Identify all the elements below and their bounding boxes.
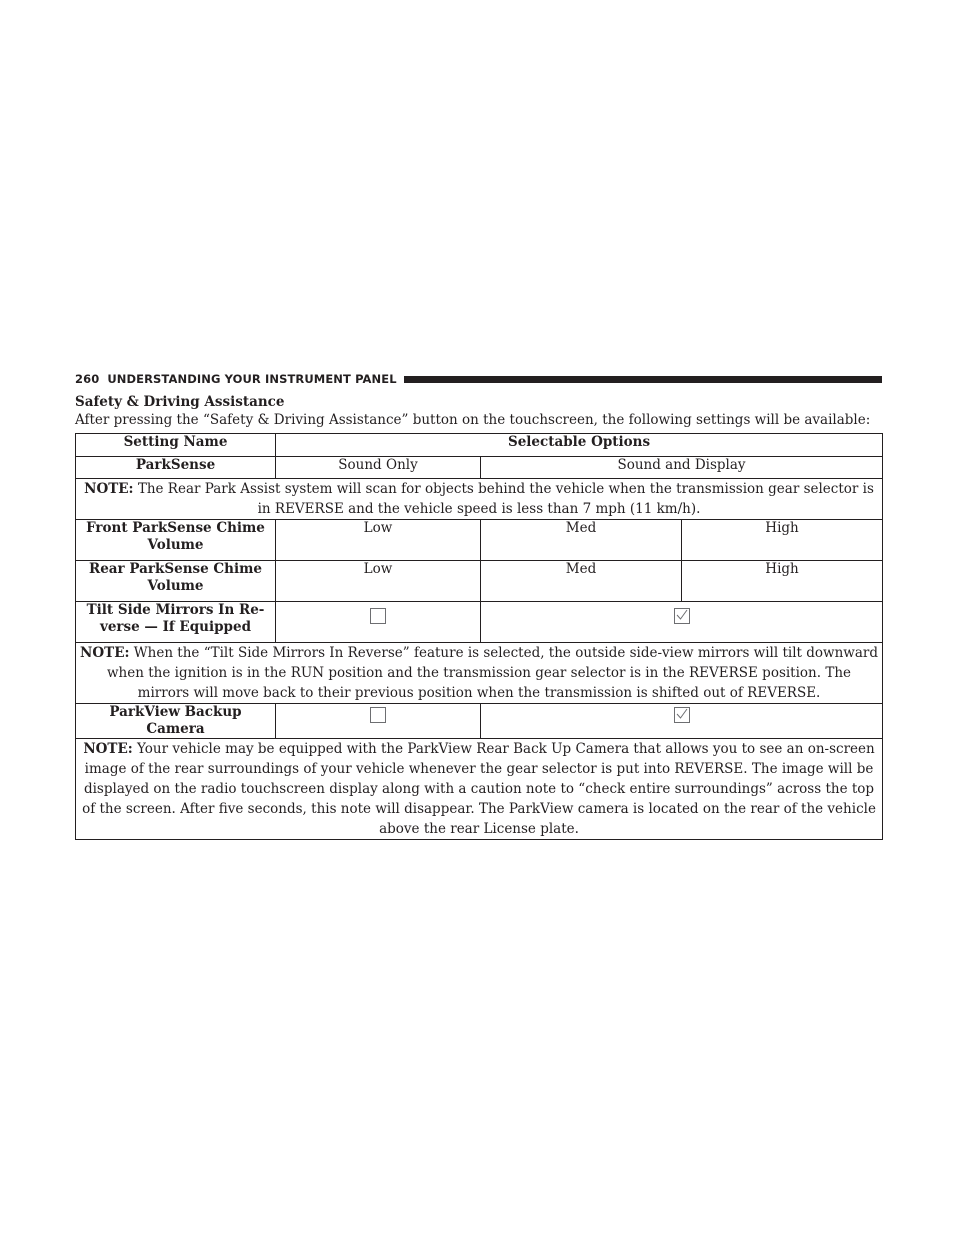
page-header (75, 372, 882, 386)
option-on (481, 704, 883, 739)
header-setting-name: Setting Name (76, 434, 276, 457)
checkbox-empty-icon (370, 707, 386, 723)
option-high: High (682, 520, 883, 561)
option-sound-and-display: Sound and Display (481, 457, 883, 479)
note-label: NOTE: (83, 741, 133, 757)
table-row-note (76, 479, 883, 520)
table-row-tilt-mirrors (76, 602, 883, 643)
note-tilt-mirrors (76, 643, 883, 704)
note-parksense (76, 479, 883, 520)
setting-name: Front ParkSense Chime Volume (76, 520, 276, 561)
intro-text: After pressing the “Safety & Driving Assistance” button on the touchscreen, the following settings will be available: (75, 412, 871, 428)
setting-name: Rear ParkSense Chime Volume (76, 561, 276, 602)
table-row-parksense (76, 457, 883, 479)
setting-name: ParkSense (76, 457, 276, 479)
table-row-backup-camera (76, 704, 883, 739)
checkbox-empty-icon (370, 608, 386, 624)
table-header-row (76, 434, 883, 457)
chapter-title: UNDERSTANDING YOUR INSTRUMENT PANEL (107, 372, 397, 386)
option-high: High (682, 561, 883, 602)
checkbox-checked-icon (674, 608, 690, 624)
settings-table (75, 433, 883, 840)
option-med: Med (481, 561, 682, 602)
note-label: NOTE: (84, 481, 134, 497)
header-rule (404, 376, 882, 383)
setting-name (76, 602, 276, 643)
section-title: Safety & Driving Assistance (75, 394, 285, 410)
note-text: The Rear Park Assist system will scan for objects behind the vehicle when the transmission gear selector is in REVERSE and the vehicle speed is less than 7 mph (11 km/h). (137, 481, 874, 517)
note-label: NOTE: (80, 645, 130, 661)
table-row-note (76, 739, 883, 840)
option-low: Low (276, 520, 481, 561)
note-text: Your vehicle may be equipped with the ParkView Rear Back Up Camera that allows you to see an on-screen image of the rear surroundings of your vehicle whenever the gear selector is put into REVERSE. The image will be displayed on the radio touchscreen display along with a caution note to “check entire surroundings” across the top of the screen. After five seconds, this note will disappear. The ParkView camera is located on the rear of the vehicle above the rear License plate. (82, 741, 876, 837)
page-number: 260 (75, 372, 100, 386)
checkbox-checked-icon (674, 707, 690, 723)
option-sound-only: Sound Only (276, 457, 481, 479)
note-text: When the “Tilt Side Mirrors In Reverse” feature is selected, the outside side-view mirrors will tilt downward when the ignition is in the RUN position and the transmission gear selector is in the REVERSE position. The mirrors will move back to their previous position when the transmission is shifted out of REVERSE. (107, 645, 878, 701)
option-off (276, 602, 481, 643)
option-on (481, 602, 883, 643)
setting-name: ParkView Backup Camera (76, 704, 276, 739)
option-med: Med (481, 520, 682, 561)
note-backup-camera (76, 739, 883, 840)
setting-name-line-2: verse — If Equipped (99, 619, 252, 635)
table-row-rear-chime (76, 561, 883, 602)
table-row-note (76, 643, 883, 704)
option-off (276, 704, 481, 739)
header-selectable-options: Selectable Options (276, 434, 883, 457)
setting-name-line-1: Tilt Side Mirrors In Re- (86, 602, 265, 618)
table-row-front-chime (76, 520, 883, 561)
option-low: Low (276, 561, 481, 602)
